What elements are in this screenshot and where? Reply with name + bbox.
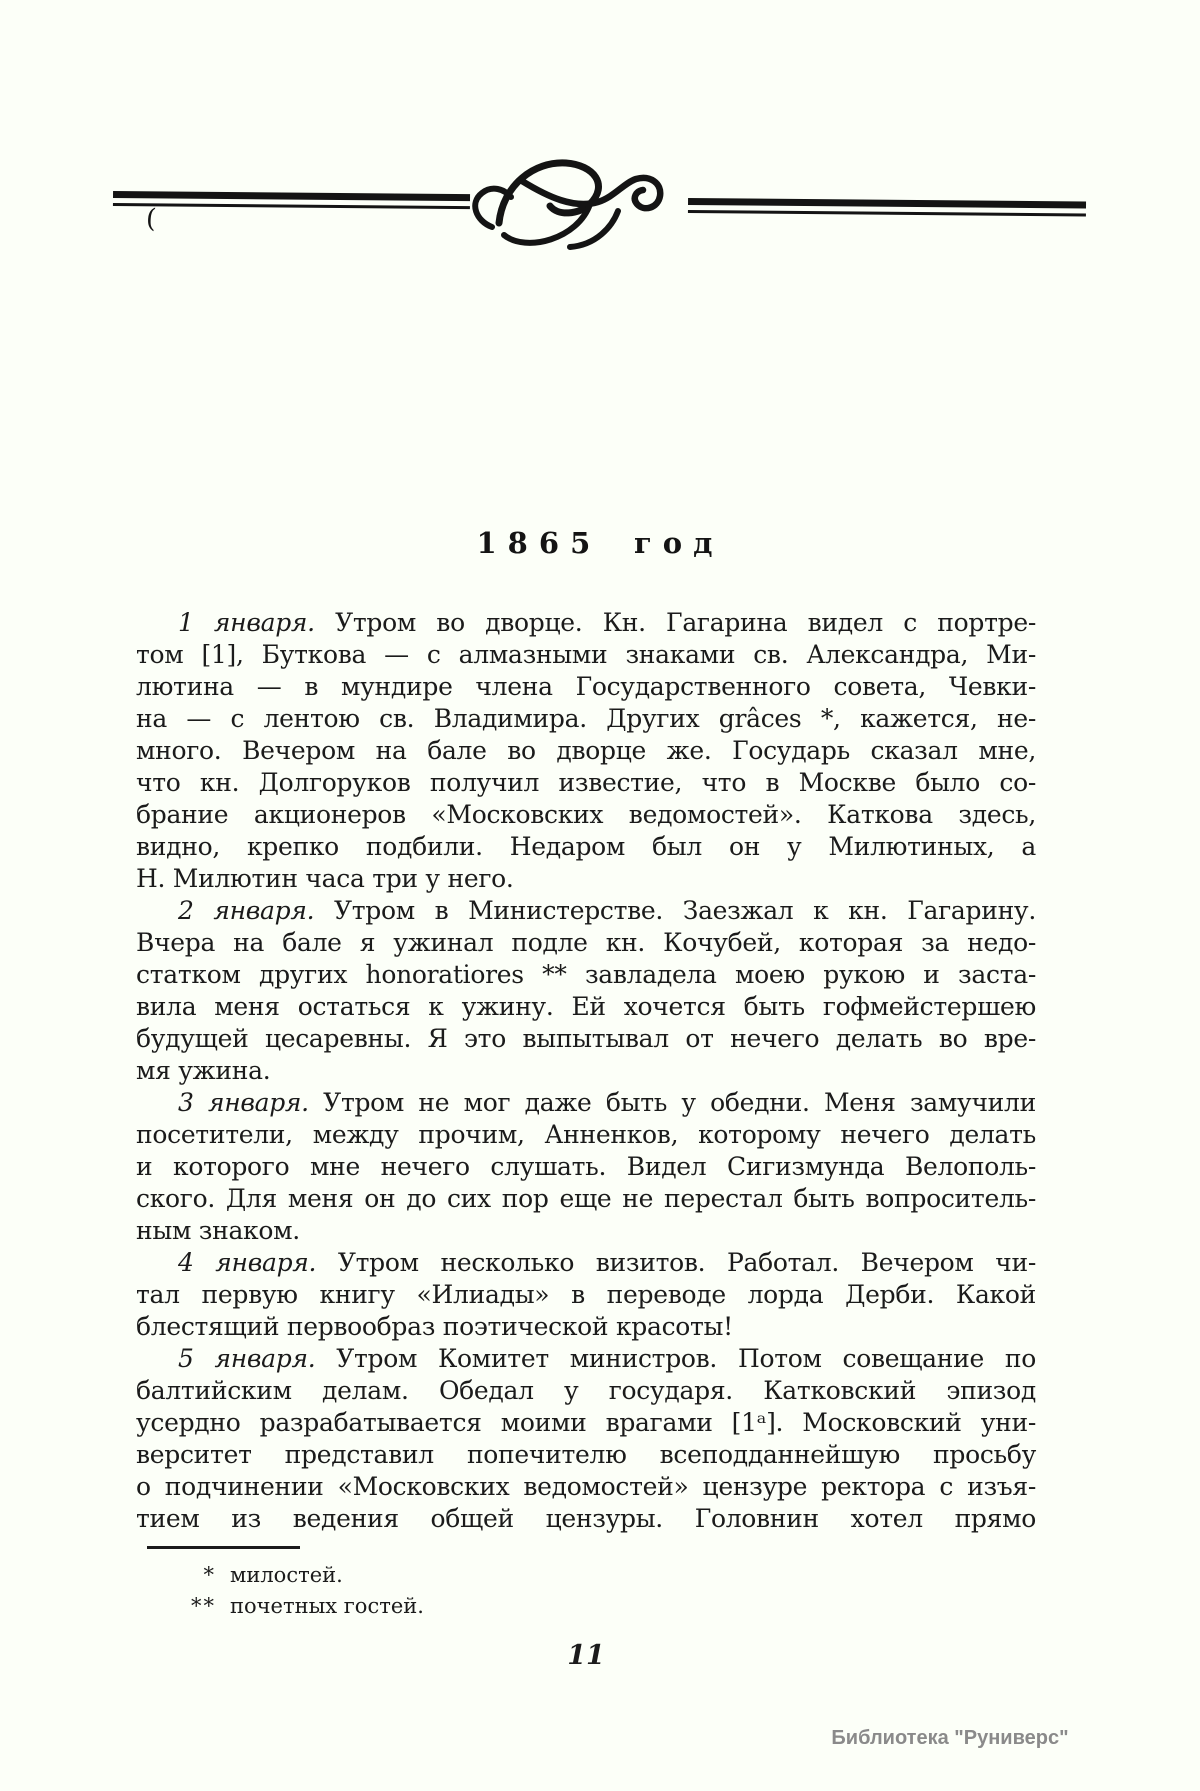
footnotes xyxy=(136,1560,896,1622)
text-line: блестящий первообраз поэтической красоты! xyxy=(136,1312,733,1341)
text-line: статком других honoratiores ** завладела моею рукою и заста- xyxy=(136,960,1036,989)
text-line: что кн. Долгоруков получил известие, что в Москве было со- xyxy=(136,768,1036,797)
text-line: вила меня остаться к ужину. Ей хочется быть гофмейстершею xyxy=(136,992,1036,1021)
text-line: о подчинении «Московских ведомостей» цензуре ректора с изъя- xyxy=(136,1472,1036,1501)
text-line: 3 января. Утром не мог даже быть у обедни. Меня замучили xyxy=(178,1088,1036,1117)
page-number: 11 xyxy=(567,1640,605,1671)
footnote-text: почетных гостей. xyxy=(230,1594,424,1618)
text-line: 4 января. Утром несколько визитов. Работал. Вечером чи- xyxy=(178,1248,1036,1277)
entry-date: 3 января. xyxy=(178,1088,309,1117)
text-line: видно, крепко подбили. Недаром был он у Милютиных, а xyxy=(136,832,1036,861)
footnote-text: милостей. xyxy=(230,1563,343,1587)
text-line: тием из ведения общей цензуры. Головнин хотел прямо xyxy=(136,1504,1036,1533)
ornament-rule-left xyxy=(113,191,470,209)
text-line: на — с лентою св. Владимира. Других grâces *, кажется, не- xyxy=(136,704,1036,733)
library-watermark: Библиотека "Руниверс" xyxy=(831,1727,1069,1749)
text-line: тал первую книгу «Илиады» в переводе лорда Дерби. Какой xyxy=(136,1280,1036,1309)
text-line: Вчера на бале я ужинал подле кн. Кочубей, которая за недо- xyxy=(136,928,1036,957)
text-line: верситет представил попечителю всеподданнейшую просьбу xyxy=(136,1440,1036,1469)
footnote-separator xyxy=(147,1546,300,1549)
text-line: посетители, между прочим, Анненков, которому нечего делать xyxy=(136,1120,1036,1149)
rule-bar-thin xyxy=(113,203,470,209)
scan-artifact-mark: ( xyxy=(144,203,158,235)
text-line: брание акционеров «Московских ведомостей». Каткова здесь, xyxy=(136,800,1036,829)
body-text xyxy=(136,607,1036,1535)
rule-bar-thin xyxy=(688,210,1086,216)
text-line: 2 января. Утром в Министерстве. Заезжал к кн. Гагарину. xyxy=(178,896,1036,925)
entry-date: 5 января. xyxy=(178,1344,316,1373)
text-line: Н. Милютин часа три у него. xyxy=(136,864,514,893)
rule-bar-thick xyxy=(113,191,470,201)
footnote-marker: ** xyxy=(191,1594,216,1618)
text-line: том [1], Буткова — с алмазными знаками св. Александра, Ми- xyxy=(136,640,1036,669)
entry-date: 1 января. xyxy=(178,608,315,637)
text-line: 1 января. Утром во дворце. Кн. Гагарина видел с портре- xyxy=(178,608,1036,637)
text-line: будущей цесаревны. Я это выпытывал от нечего делать во вре- xyxy=(136,1024,1036,1053)
text-line: 5 января. Утром Комитет министров. Потом совещание по xyxy=(178,1344,1036,1373)
text-line: лютина — в мундире члена Государственного совета, Чевки- xyxy=(136,672,1036,701)
text-line: ского. Для меня он до сих пор еще не перестал быть вопроситель- xyxy=(136,1184,1036,1213)
entry-date: 4 января. xyxy=(178,1248,317,1277)
footnote-marker: * xyxy=(203,1563,216,1587)
flourish-knot-icon xyxy=(452,149,688,261)
text-line: и которого мне нечего слушать. Видел Сигизмунда Велополь- xyxy=(136,1152,1036,1181)
footnote-row xyxy=(136,1560,896,1591)
ornament-rule-right xyxy=(688,198,1086,216)
chapter-title: 1865 год xyxy=(476,526,724,560)
text-line: ным знаком. xyxy=(136,1216,300,1245)
text-line: мя ужина. xyxy=(136,1056,271,1085)
text-line: балтийским делам. Обедал у государя. Катковский эпизод xyxy=(136,1376,1036,1405)
text-line: много. Вечером на бале во дворце же. Государь сказал мне, xyxy=(136,736,1036,765)
rule-bar-thick xyxy=(688,198,1086,208)
entry-date: 2 января. xyxy=(178,896,315,925)
footnote-row xyxy=(136,1591,896,1622)
text-line: усердно разрабатывается моими врагами [1ᵃ]. Московский уни- xyxy=(136,1408,1036,1437)
